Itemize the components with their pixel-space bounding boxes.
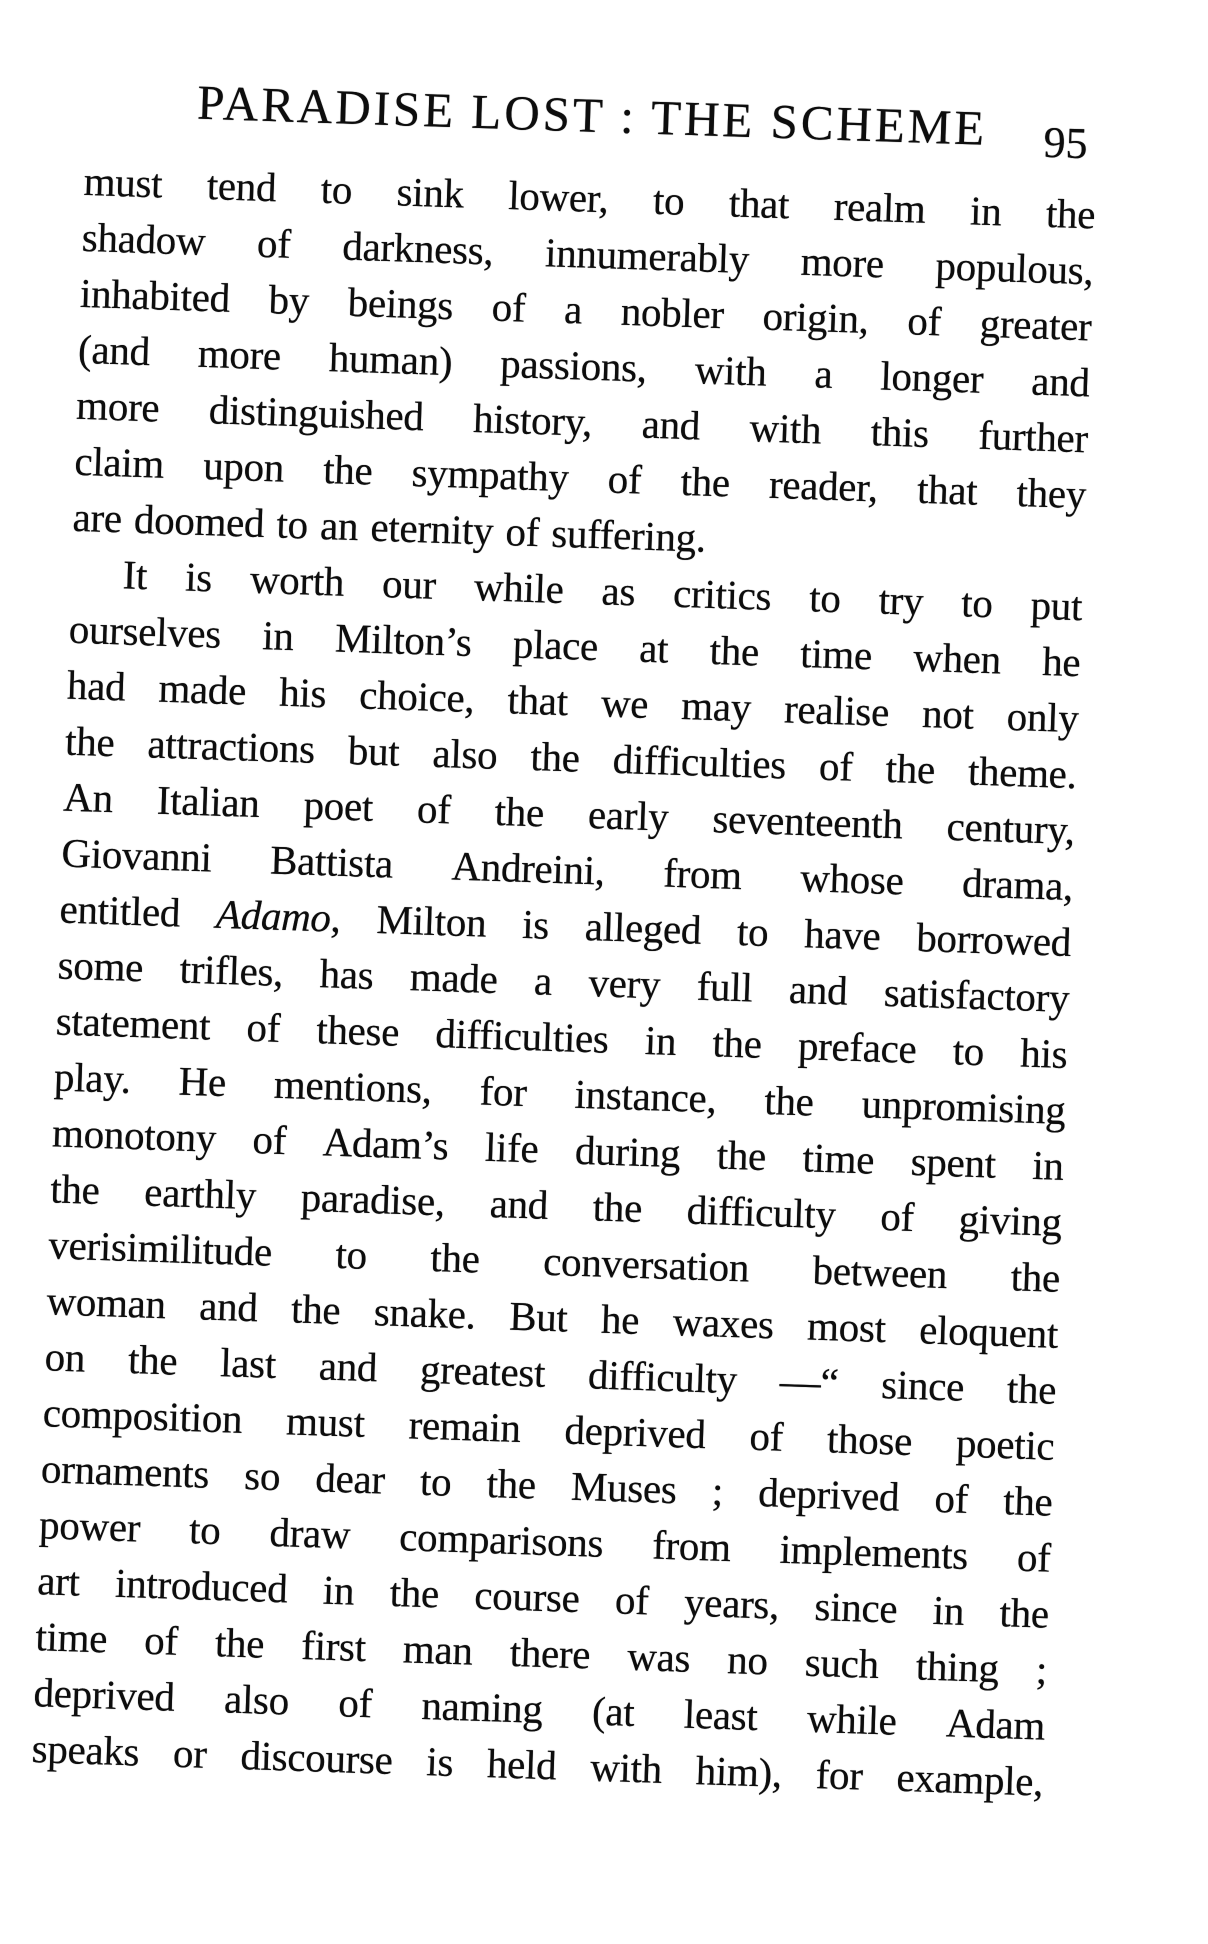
word: last bbox=[219, 1339, 277, 1387]
word: the bbox=[884, 744, 936, 793]
word: the bbox=[389, 1568, 440, 1617]
word: of bbox=[879, 1192, 915, 1241]
word: no bbox=[726, 1636, 769, 1684]
word: ornaments bbox=[40, 1445, 210, 1497]
word: Milton bbox=[375, 896, 488, 946]
word: preface bbox=[797, 1022, 918, 1073]
word: comparisons bbox=[398, 1513, 604, 1566]
word: darkness, bbox=[341, 222, 495, 274]
word: mentions, bbox=[273, 1060, 433, 1112]
word: human) bbox=[328, 334, 454, 385]
word: from bbox=[662, 849, 743, 899]
page-sheet bbox=[31, 55, 1100, 1810]
word: and bbox=[198, 1282, 259, 1331]
word: composition bbox=[42, 1389, 244, 1442]
word: (at bbox=[591, 1687, 636, 1736]
word: also bbox=[223, 1675, 290, 1724]
word: unpromising bbox=[860, 1080, 1067, 1133]
word: so bbox=[243, 1451, 281, 1500]
word: seventeenth bbox=[711, 795, 904, 848]
word: of bbox=[491, 283, 527, 331]
word: greatest bbox=[419, 1345, 546, 1396]
word: It bbox=[122, 551, 148, 599]
word: from bbox=[651, 1521, 732, 1571]
word: deprived bbox=[563, 1406, 707, 1458]
word: a bbox=[813, 350, 834, 397]
word: snake. bbox=[373, 1288, 477, 1338]
word: an bbox=[319, 501, 360, 550]
word: conversation bbox=[542, 1237, 750, 1291]
word: Milton’s bbox=[334, 614, 473, 666]
word: most bbox=[806, 1302, 887, 1352]
word: suffering. bbox=[550, 509, 707, 561]
word: shadow bbox=[81, 213, 207, 264]
word: ourselves bbox=[68, 605, 222, 657]
word: —“ bbox=[779, 1357, 840, 1406]
word: had bbox=[66, 661, 127, 710]
word: the bbox=[493, 787, 545, 836]
word: distinguished bbox=[208, 386, 425, 440]
word: he bbox=[600, 1295, 641, 1343]
word: critics bbox=[672, 569, 773, 619]
word: they bbox=[1015, 469, 1087, 518]
running-header bbox=[85, 69, 1099, 167]
word: choice, bbox=[358, 671, 476, 722]
word: a bbox=[563, 285, 583, 333]
word: with bbox=[589, 1743, 663, 1792]
word: more bbox=[800, 237, 885, 287]
word: only bbox=[1006, 692, 1080, 742]
word: are bbox=[71, 493, 123, 542]
page-number: 95 bbox=[1042, 117, 1089, 169]
word: we bbox=[600, 679, 649, 727]
word: discourse bbox=[239, 1732, 394, 1784]
word: naming bbox=[420, 1681, 544, 1732]
word: while bbox=[806, 1694, 898, 1744]
word: in bbox=[969, 187, 1003, 235]
word: the bbox=[711, 1019, 763, 1067]
word: is bbox=[184, 553, 213, 601]
word: the bbox=[592, 1183, 643, 1231]
word: difficulties bbox=[612, 735, 787, 788]
word: history, bbox=[472, 394, 593, 445]
word: trifles, bbox=[178, 945, 284, 995]
word: a bbox=[533, 957, 553, 1004]
word: of bbox=[1016, 1533, 1052, 1581]
word: populous, bbox=[934, 242, 1095, 294]
word: must bbox=[285, 1397, 366, 1446]
word: origin, bbox=[761, 292, 870, 343]
word: giving bbox=[958, 1195, 1063, 1245]
word: these bbox=[315, 1006, 400, 1055]
word: Battista bbox=[269, 836, 394, 887]
word: beings bbox=[347, 278, 454, 329]
word: lower, bbox=[507, 172, 610, 222]
word: the bbox=[64, 717, 116, 766]
word: sympathy bbox=[410, 448, 570, 501]
word: the bbox=[1002, 1477, 1054, 1525]
word: of bbox=[614, 1576, 650, 1624]
word: the bbox=[485, 1460, 537, 1508]
word: course bbox=[473, 1571, 581, 1622]
word: is bbox=[521, 900, 550, 948]
word: doomed bbox=[133, 495, 266, 547]
word: An bbox=[62, 773, 114, 822]
word: place bbox=[512, 620, 599, 670]
word: dear bbox=[314, 1454, 386, 1503]
word: more bbox=[75, 381, 161, 431]
word: or bbox=[172, 1729, 208, 1777]
word: to bbox=[736, 908, 770, 956]
word: borrowed bbox=[915, 913, 1072, 966]
word: to bbox=[960, 579, 994, 627]
word: century, bbox=[946, 802, 1076, 854]
word: realm bbox=[833, 182, 927, 232]
word: in bbox=[932, 1586, 965, 1634]
word: attractions bbox=[146, 720, 316, 772]
word: art bbox=[36, 1557, 81, 1605]
word: of bbox=[748, 1412, 784, 1460]
word: the bbox=[998, 1589, 1050, 1637]
word: worth bbox=[249, 555, 345, 605]
word: Adam bbox=[945, 1699, 1046, 1749]
word: at bbox=[638, 624, 670, 672]
word: full bbox=[696, 962, 754, 1011]
word: difficulty bbox=[587, 1351, 738, 1403]
word: longer bbox=[879, 352, 985, 402]
word: monotony bbox=[51, 1109, 217, 1161]
word: of bbox=[256, 219, 292, 267]
word: and bbox=[318, 1342, 378, 1391]
word: speaks bbox=[31, 1725, 141, 1775]
word: have bbox=[803, 910, 882, 959]
word: of bbox=[416, 785, 452, 833]
word: Adamo, bbox=[215, 890, 342, 941]
word: of bbox=[906, 297, 942, 345]
word: made bbox=[157, 664, 247, 714]
word: to bbox=[275, 500, 309, 548]
word: deprived bbox=[757, 1469, 901, 1520]
word: statement bbox=[55, 997, 212, 1049]
word: man bbox=[402, 1625, 474, 1674]
word: put bbox=[1029, 581, 1083, 630]
word: this bbox=[870, 408, 930, 457]
word: in bbox=[322, 1566, 356, 1614]
page-body bbox=[31, 153, 1096, 1810]
word: also bbox=[431, 729, 499, 778]
word: deprived bbox=[32, 1669, 176, 1720]
word: and bbox=[489, 1179, 549, 1228]
word: reader, bbox=[768, 460, 879, 511]
word: greater bbox=[979, 299, 1093, 350]
word: his bbox=[1019, 1029, 1069, 1078]
word: Giovanni bbox=[60, 829, 213, 881]
word: in bbox=[1031, 1141, 1065, 1189]
word: the bbox=[214, 1619, 265, 1667]
word: of bbox=[245, 1003, 281, 1051]
word: of bbox=[251, 1116, 287, 1164]
word: play. bbox=[53, 1053, 132, 1102]
word: first bbox=[300, 1621, 367, 1671]
word: poet bbox=[302, 781, 374, 830]
word: as bbox=[600, 567, 636, 615]
word: instance, bbox=[573, 1070, 718, 1122]
word: remain bbox=[407, 1401, 522, 1452]
word: the bbox=[708, 626, 760, 675]
word: of bbox=[607, 455, 643, 503]
word: poetic bbox=[955, 1419, 1056, 1469]
word: years, bbox=[683, 1578, 780, 1628]
word: in bbox=[261, 612, 295, 660]
word: when bbox=[912, 633, 1002, 683]
word: the bbox=[49, 1165, 101, 1213]
word: alleged bbox=[584, 902, 702, 953]
word: realise bbox=[783, 685, 890, 735]
word: to bbox=[952, 1027, 985, 1075]
word: and bbox=[1030, 357, 1091, 406]
word: Muses bbox=[570, 1462, 678, 1513]
word: the bbox=[1010, 1253, 1061, 1301]
word: difficulty bbox=[686, 1186, 837, 1238]
word: time bbox=[801, 1134, 875, 1183]
word: waxes bbox=[672, 1298, 775, 1348]
word: to bbox=[419, 1457, 453, 1505]
word: there bbox=[509, 1628, 592, 1678]
word: some bbox=[57, 941, 144, 991]
word: such bbox=[804, 1638, 880, 1688]
word: the bbox=[763, 1077, 815, 1125]
word: thing bbox=[915, 1642, 1000, 1692]
word: eloquent bbox=[918, 1306, 1059, 1357]
word: the bbox=[322, 446, 374, 494]
word: further bbox=[977, 411, 1089, 462]
word: difficulties bbox=[434, 1010, 610, 1062]
word: has bbox=[318, 950, 375, 998]
word: spent bbox=[910, 1137, 997, 1187]
word: and bbox=[788, 965, 849, 1014]
word: the bbox=[716, 1131, 767, 1180]
word: But bbox=[508, 1292, 569, 1341]
word: drama, bbox=[961, 859, 1074, 910]
word: verisimilitude bbox=[47, 1221, 273, 1275]
word: the bbox=[529, 733, 581, 781]
word: to bbox=[808, 574, 842, 622]
word: of bbox=[504, 508, 540, 556]
word: innumerably bbox=[544, 229, 750, 283]
word: earthly bbox=[143, 1168, 257, 1219]
word: by bbox=[267, 276, 310, 324]
word: the bbox=[1045, 189, 1096, 238]
word: on bbox=[44, 1333, 86, 1381]
word: satisfactory bbox=[883, 968, 1071, 1022]
word: he bbox=[1041, 637, 1082, 686]
word: early bbox=[587, 791, 670, 840]
word: the bbox=[1006, 1365, 1057, 1413]
word: least bbox=[683, 1690, 759, 1740]
word: to bbox=[320, 165, 353, 213]
word: more bbox=[197, 329, 282, 379]
word: with bbox=[694, 346, 768, 395]
word: not bbox=[921, 690, 975, 738]
word: Andreini, bbox=[450, 842, 606, 894]
word: time bbox=[799, 629, 873, 679]
word: the bbox=[127, 1336, 179, 1384]
word: since bbox=[813, 1582, 899, 1632]
word: between bbox=[811, 1246, 948, 1298]
word: ; bbox=[711, 1467, 724, 1514]
word: to bbox=[188, 1506, 222, 1554]
word: claim bbox=[73, 437, 165, 487]
word: that bbox=[506, 676, 569, 725]
word: since bbox=[880, 1361, 965, 1410]
word: must bbox=[83, 157, 164, 207]
word: time bbox=[34, 1613, 108, 1662]
word: him), bbox=[695, 1747, 783, 1796]
word: in bbox=[644, 1017, 678, 1065]
word: for bbox=[479, 1067, 528, 1116]
word: but bbox=[347, 727, 401, 775]
word: the bbox=[679, 457, 731, 506]
word: upon bbox=[202, 442, 285, 491]
word: Adam’s bbox=[322, 1118, 450, 1169]
word: nobler bbox=[620, 287, 725, 338]
word: implements bbox=[779, 1525, 969, 1578]
word: made bbox=[409, 953, 499, 1003]
word: is bbox=[425, 1738, 454, 1786]
word: our bbox=[381, 560, 437, 608]
word: held bbox=[486, 1740, 558, 1789]
word: of bbox=[818, 742, 854, 790]
word: of bbox=[933, 1474, 969, 1522]
word: was bbox=[626, 1632, 691, 1681]
word: entitled bbox=[58, 885, 181, 936]
word: during bbox=[574, 1126, 682, 1177]
word: eternity bbox=[369, 503, 495, 554]
word: very bbox=[587, 959, 661, 1008]
word: ; bbox=[1035, 1646, 1048, 1693]
word: to bbox=[652, 176, 686, 224]
word: and bbox=[641, 400, 701, 449]
word: of bbox=[337, 1679, 373, 1727]
word: may bbox=[680, 682, 752, 731]
word: of bbox=[143, 1616, 179, 1664]
word: draw bbox=[268, 1508, 352, 1558]
word: theme. bbox=[967, 747, 1078, 798]
word: those bbox=[826, 1415, 913, 1465]
word: paradise, bbox=[300, 1173, 446, 1225]
word: whose bbox=[799, 854, 905, 904]
word: power bbox=[38, 1501, 141, 1551]
word: the bbox=[290, 1285, 342, 1334]
word: that bbox=[728, 179, 790, 228]
word: (and bbox=[77, 325, 151, 375]
word: example, bbox=[895, 1753, 1044, 1805]
word: for bbox=[815, 1751, 864, 1799]
word: with bbox=[748, 404, 823, 453]
word: to bbox=[334, 1230, 368, 1278]
word: that bbox=[916, 465, 979, 514]
word: introduced bbox=[114, 1559, 289, 1612]
word: try bbox=[877, 576, 925, 624]
page-title: PARADISE LOST : THE SCHEME bbox=[196, 74, 989, 156]
word: passions, bbox=[499, 339, 648, 391]
word: while bbox=[473, 563, 565, 613]
word: the bbox=[429, 1234, 481, 1282]
word: tend bbox=[206, 162, 278, 211]
word: sink bbox=[395, 168, 465, 217]
word: inhabited bbox=[79, 269, 231, 321]
word: his bbox=[278, 668, 327, 717]
word: He bbox=[178, 1057, 227, 1106]
word: life bbox=[484, 1123, 540, 1172]
word: Italian bbox=[156, 776, 261, 827]
word: woman bbox=[45, 1277, 167, 1328]
